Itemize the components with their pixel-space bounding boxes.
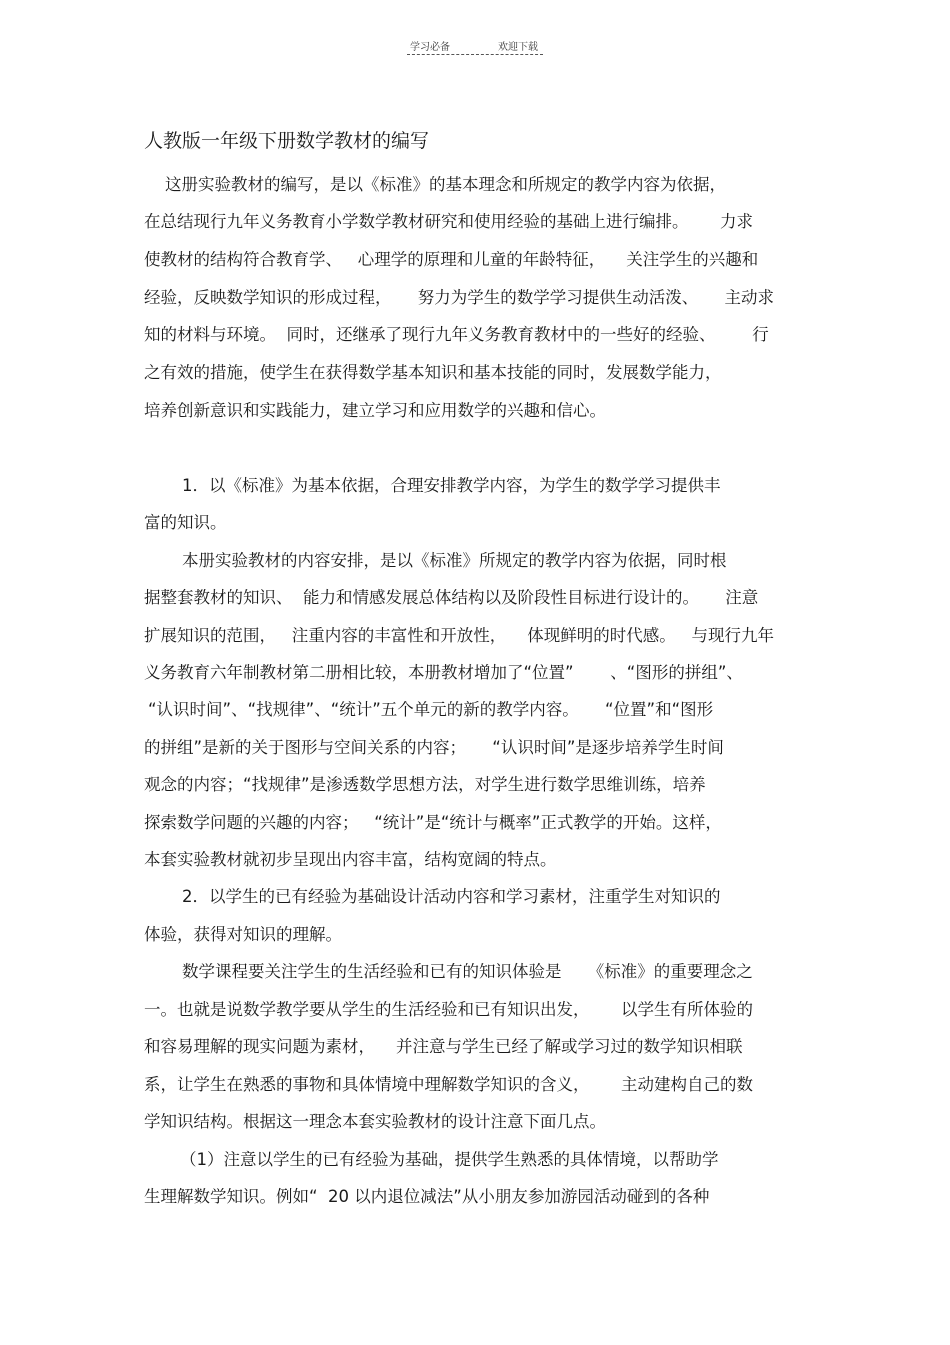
body-line: 培养创新意识和实践能力，建立学习和应用数学的兴趣和信心。 [144, 401, 606, 420]
sub-item-heading: （1）注意以学生的已有经验为基础，提供学生熟悉的具体情境，以帮助学 [180, 1150, 719, 1169]
body-line: 生理解数学知识。例如“ 20 以内退位减法”从小朋友参加游园活动碰到的各种 [144, 1187, 710, 1206]
header-dashed-rule [407, 54, 543, 55]
body-line: 本套实验教材就初步呈现出内容丰富，结构宽阔的特点。 [144, 850, 557, 869]
body-line: 经验，反映数学知识的形成过程， 努力为学生的数学学习提供生动活泼、 主动求 [144, 288, 774, 307]
body-line: 使教材的结构符合教育学、 心理学的原理和儿童的年龄特征， 关注学生的兴趣和 [144, 250, 759, 269]
body-line: 探索数学问题的兴趣的内容； “统计”是“统计与概率”正式教学的开始。这样， [144, 813, 722, 832]
body-line: 义务教育六年制教材第二册相比较，本册教材增加了“位置” 、“图形的拼组”、 [144, 663, 743, 682]
header-left-text: 学习必备 [410, 42, 450, 53]
body-line: 这册实验教材的编写，是以《标准》的基本理念和所规定的教学内容为依据， [165, 175, 726, 194]
body-line: “认识时间”、“找规律”、“统计”五个单元的新的教学内容。 “位置”和“图形 [148, 700, 714, 719]
body-line: 据整套教材的知识、 能力和情感发展总体结构以及阶段性目标进行设计的。 注意 [144, 588, 759, 607]
document-title: 人教版一年级下册数学教材的编写 [144, 130, 430, 152]
body-line: 数学课程要关注学生的生活经验和已有的知识体验是 《标准》的重要理念之 [182, 962, 753, 981]
body-line: 富的知识。 [144, 513, 227, 532]
body-line: 之有效的措施，使学生在获得数学基本知识和基本技能的同时，发展数学能力， [144, 363, 722, 382]
section-heading: 1．以《标准》为基本依据，合理安排教学内容，为学生的数学学习提供丰 [182, 476, 721, 495]
body-line: 扩展知识的范围， 注重内容的丰富性和开放性， 体现鲜明的时代感。 与现行九年 [144, 626, 774, 645]
body-line: 知的材料与环境。 同时，还继承了现行九年义务教育教材中的一些好的经验、 行 [144, 325, 769, 344]
body-line: 和容易理解的现实问题为素材， 并注意与学生已经了解或学习过的数学知识相联 [144, 1037, 743, 1056]
section-heading: 2．以学生的已有经验为基础设计活动内容和学习素材，注重学生对知识的 [182, 887, 721, 906]
body-line: 在总结现行九年义务教育小学数学教材研究和使用经验的基础上进行编排。 力求 [144, 212, 753, 231]
body-line: 学知识结构。根据这一理念本套实验教材的设计注意下面几点。 [144, 1112, 606, 1131]
body-line: 观念的内容；“找规律”是渗透数学思想方法，对学生进行数学思维训练，培养 [144, 775, 706, 794]
body-line: 一。也就是说数学教学要从学生的生活经验和已有知识出发， 以学生有所体验的 [144, 1000, 753, 1019]
header-right-text: 欢迎下载 [498, 42, 538, 53]
body-line: 体验，获得对知识的理解。 [144, 925, 342, 944]
body-line: 的拼组”是新的关于图形与空间关系的内容； “认识时间”是逐步培养学生时间 [144, 738, 724, 757]
body-line: 系，让学生在熟悉的事物和具体情境中理解数学知识的含义， 主动建构自己的数 [144, 1075, 753, 1094]
page-header [407, 38, 543, 58]
body-line: 本册实验教材的内容安排，是以《标准》所规定的教学内容为依据，同时根 [182, 551, 727, 570]
